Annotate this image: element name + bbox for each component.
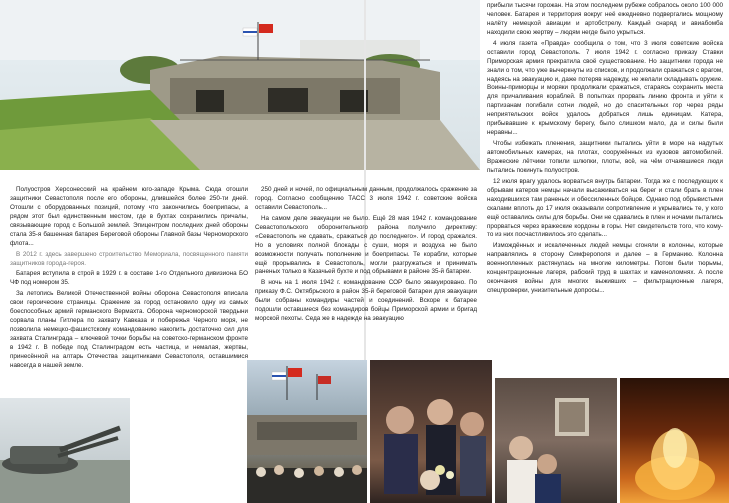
paragraph: На самом деле эвакуации не было. Ещё 28 мая 1942 г. командование Севастопольского оборонительного района получило директиву: «Севастополь не сдавать, сражаться до последнего». И город сражался. Но в условиях полной блокады с суши, моря и воздуха не было возможности получать пополнение и боеприпасы. Те корабли, которые ещё прорывались в Севастополь, могли разгружаться и принимать раненых только в Казачьей бухте и под обрывами в районе 35-й батареи. (255, 214, 477, 276)
paragraph: 250 дней и ночей, по официальным данным, продолжалось сражение за город. Согласно сообщению ТАСС 3 июля 1942 г. советские войска оставили Севастополь... (255, 186, 477, 211)
text-column-1 (10, 186, 248, 373)
paragraph: В 2012 г. здесь завершено строительство Мемориала, посвященного памяти защитников города-героя. (10, 250, 248, 267)
veterans-ceremony-photo (370, 360, 492, 503)
paragraph: 4 июля газета «Правда» сообщила о том, что 3 июля советские войска оставили город Севастополь. 7 июля 1942 г. согласно приказу Ставки Приморская армия прекратила своё существование. Но защитники города не знали о том, что уже вычеркнуты из списков, и продолжали сражаться с врагом, надеясь на эвакуацию и, даже потеряв надежду, не желали складывать оружие. Воины-приморцы и моряки продолжали сражаться, стараясь сохранить места для причаливания кораблей. В попытках прорвать линию фронта и уйти к партизанам погибали сотни людей, но до спасительных гор через ряды неприятельских войск удалось добраться лишь единицам. Катера, прибывавшие к крымскому берегу, было слишком мало, да и силы были неравны... (487, 39, 723, 137)
paragraph: Полуостров Херсонесский на крайнем юго-западе Крыма. Сюда отошли защитники Севастополя после его обороны, длившейся более 250-ти дней. Отошли с оборудованных позиций, потому что закончились боеприпасы, а рядом этот был единственным местом, где в бухтах сохранились причалы, связывающие город с Большой землей. Эпицентром последних дней обороны стала 35-я башенная батарея Береговой обороны Главной базы Черноморского флота... (10, 186, 248, 247)
paragraph: Батарея вступила в строй в 1929 г. в составе 1-го Отдельного дивизиона БО ЧФ под номером 35. (10, 270, 248, 287)
paragraph: В ночь на 1 июля 1942 г. командование СОР было эвакуировано. По приказу Ф.С. Октябрьского в район 35-й береговой батареи для эвакуации были собраны командиры частей и соединений. Вскоре к батарее подошли оставшиеся без командиров бойцы Приморской армии и бригад морской пехоты. Седа же в надежде на эвакуацию (255, 279, 477, 323)
paragraph: За летопись Великой Отечественной войны оборона Севастополя вписала свои героические страницы. Сражение за город остановило одну из самых боеспособных армий германского Вермахта. Оборона черноморской твердыни сорвала планы Гитлера по захвату Кавказа и побережья Черного моря, не позволила немецко-фашистскому командованию накопить достаточно сил для захвата Сталинграда – ключевой точки борьбы на советско-германском фронте в 1942 г. В победе под Сталинградом есть частица, и немалая, жертвы, принесённой на алтарь Отечества защитниками Севастополя, оставшимися навсегда в нашей земле. (10, 290, 248, 369)
paragraph: прибыли тысячи горожан. На этом последнем рубеже собралось около 100 000 человек. Батарея и территория вокруг неё ежедневно подвергались мощному налёту немецкой авиации и артобстрелу. Каждый снаряд и авиабомба находили свою жертву – людям негде было укрыться. (487, 2, 723, 36)
paragraph: 12 июля врагу удалось ворваться внутрь батареи. Тогда же с последующих к обрывам катеров немцы начали высаживаться на берег и стали брать в плен находившихся там раненых и обессиленных бойцов. Однако под обрывистыми скалами вплоть до 17 июля оказывали сопротивление и укрывались те, у кого ещё оставались силы для борьбы. Они не сдавались в плен и ночами пытались прорваться через вражеские кордоны в горы. Нет свидетельств того, что кому-то из них посчастливилось это сделать... (487, 177, 723, 239)
naval-gun-photo (0, 398, 130, 503)
paragraph: Чтобы избежать пленения, защитники пытались уйти в море на надутых автомобильных камерах, на плотах, сооружённых из кузовов автомобилей. Вражеские лётчики топили шлюпки, плоты, всё, на чём отчаявшиеся люди пытались покинуть полуостров. (487, 140, 723, 174)
paragraph: Измождённых и искалеченных людей немцы сгоняли в колонны, которые направлялись в сторону Симферополя и далее – в Германию. Колонна военнопленных растянулась на многие километры. Потом были тюрьмы, концентрационные лагеря, рабский труд в шахтах и каменоломнях. А после окончания войны для многих выживших – фильтрационные лагеря, спецпроверки, унизительные допросы... (487, 242, 723, 295)
eternal-flame-photo (620, 378, 729, 503)
memorial-bunker-photo (0, 0, 480, 170)
text-column-2 (255, 186, 477, 326)
text-column-3 (487, 2, 723, 298)
museum-exhibit-photo (495, 378, 617, 503)
memorial-flags-crowd-photo (247, 360, 367, 503)
